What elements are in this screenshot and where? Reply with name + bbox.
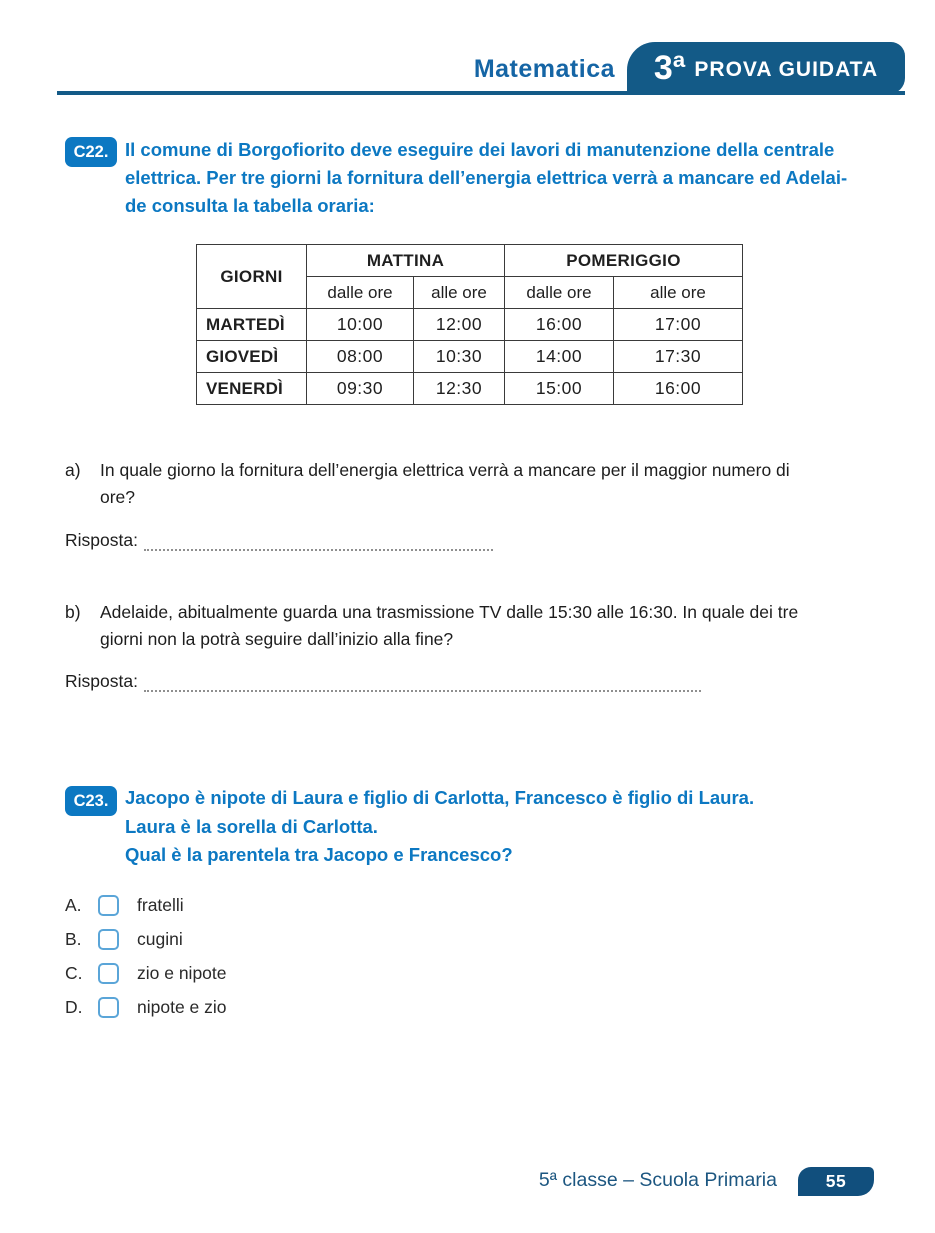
- table-time-cell: 14:00: [505, 341, 614, 373]
- table-row: [197, 373, 743, 405]
- table-time-cell: 12:30: [414, 373, 505, 405]
- subquestion-b: [65, 599, 870, 653]
- question-c22-line-2: elettrica. Per tre giorni la fornitura dell’energia elettrica verrà a mancare ed Adelai-: [125, 167, 848, 188]
- subquestion-b-line-2: giorni non la potrà seguire dall’inizio alla fine?: [100, 629, 454, 649]
- option-row-d: [65, 995, 227, 1019]
- subquestion-a-label: a): [65, 460, 81, 480]
- table-subheader: dalle ore: [307, 277, 414, 309]
- question-c23-line-3: Qual è la parentela tra Jacopo e Francesco?: [125, 844, 513, 865]
- option-b-letter: B.: [65, 928, 82, 949]
- table-time-cell: 15:00: [505, 373, 614, 405]
- table-subheader: alle ore: [414, 277, 505, 309]
- option-c-letter: C.: [65, 962, 83, 983]
- question-c23-line-2: Laura è la sorella di Carlotta.: [125, 815, 378, 837]
- subject-label: Matematica: [473, 55, 615, 83]
- option-row-c: [65, 961, 227, 985]
- schedule-table: [196, 244, 743, 405]
- table-time-cell: 10:30: [414, 341, 505, 373]
- subquestion-a-line-1: In quale giorno la fornitura dell’energia elettrica verrà a mancare per il maggior numero di: [100, 460, 790, 480]
- table-subheader: alle ore: [614, 277, 743, 309]
- question-c22-line-1: Il comune di Borgofiorito deve eseguire dei lavori di manutenzione della centrale: [125, 139, 835, 160]
- question-c22-line-3: de consulta la tabella oraria:: [125, 195, 375, 216]
- table-time-cell: 09:30: [307, 373, 414, 405]
- table-row: [197, 309, 743, 341]
- option-d-letter: D.: [65, 996, 83, 1017]
- answer-b-label: Risposta:: [65, 671, 138, 691]
- table-time-cell: 17:00: [614, 309, 743, 341]
- page-number-badge: 55: [798, 1167, 874, 1196]
- subquestion-b-label: b): [65, 602, 81, 622]
- table-group-header-afternoon: POMERIGGIO: [505, 245, 743, 277]
- subquestion-b-line-1: Adelaide, abitualmente guarda una trasmissione TV dalle 15:30 alle 16:30. In quale dei tre: [100, 602, 799, 622]
- question-c23-text: [125, 784, 880, 870]
- option-b-checkbox[interactable]: [98, 929, 119, 950]
- subquestion-a-line-2: ore?: [100, 487, 136, 507]
- header-rule: [57, 91, 905, 95]
- option-row-b: [65, 927, 183, 951]
- option-c-checkbox[interactable]: [98, 963, 119, 984]
- option-row-a: [65, 893, 184, 917]
- option-a-label: fratelli: [137, 894, 184, 915]
- footer-class-label: 5ª classe – Scuola Primaria: [538, 1169, 777, 1191]
- subquestion-b-text: [100, 599, 798, 653]
- question-c22-text: [125, 136, 880, 220]
- option-c-label: zio e nipote: [137, 962, 227, 983]
- table-time-cell: 08:00: [307, 341, 414, 373]
- table-time-cell: 16:00: [505, 309, 614, 341]
- header-badge-label: PROVA GUIDATA: [694, 58, 879, 81]
- table-day-cell: MARTEDÌ: [197, 309, 307, 341]
- option-a-letter: A.: [65, 894, 82, 915]
- table-day-cell: GIOVEDÌ: [197, 341, 307, 373]
- answer-row-b: [65, 671, 701, 692]
- answer-b-line[interactable]: [144, 672, 701, 692]
- table-row: [197, 341, 743, 373]
- option-b-label: cugini: [137, 928, 183, 949]
- table-time-cell: 17:30: [614, 341, 743, 373]
- table-header-row-groups: [197, 245, 743, 277]
- option-d-label: nipote e zio: [137, 996, 227, 1017]
- table-time-cell: 12:00: [414, 309, 505, 341]
- header-badge: [627, 42, 905, 94]
- table-corner-header: GIORNI: [197, 245, 307, 309]
- answer-row-a: [65, 530, 493, 551]
- subquestion-a-text: [100, 457, 790, 511]
- subquestion-a: [65, 457, 870, 511]
- table-day-cell: VENERDÌ: [197, 373, 307, 405]
- table-subheader: dalle ore: [505, 277, 614, 309]
- answer-a-line[interactable]: [144, 531, 493, 551]
- option-a-checkbox[interactable]: [98, 895, 119, 916]
- option-d-checkbox[interactable]: [98, 997, 119, 1018]
- answer-a-label: Risposta:: [65, 530, 138, 550]
- table-time-cell: 16:00: [614, 373, 743, 405]
- table-time-cell: 10:00: [307, 309, 414, 341]
- question-c23-line-1: Jacopo è nipote di Laura e figlio di Carlotta, Francesco è figlio di Laura.: [125, 787, 755, 808]
- question-c23-badge: C23.: [65, 786, 117, 816]
- table-group-header-morning: MATTINA: [307, 245, 505, 277]
- header-badge-number: 3ª: [653, 49, 686, 87]
- question-c22-badge: C22.: [65, 137, 117, 167]
